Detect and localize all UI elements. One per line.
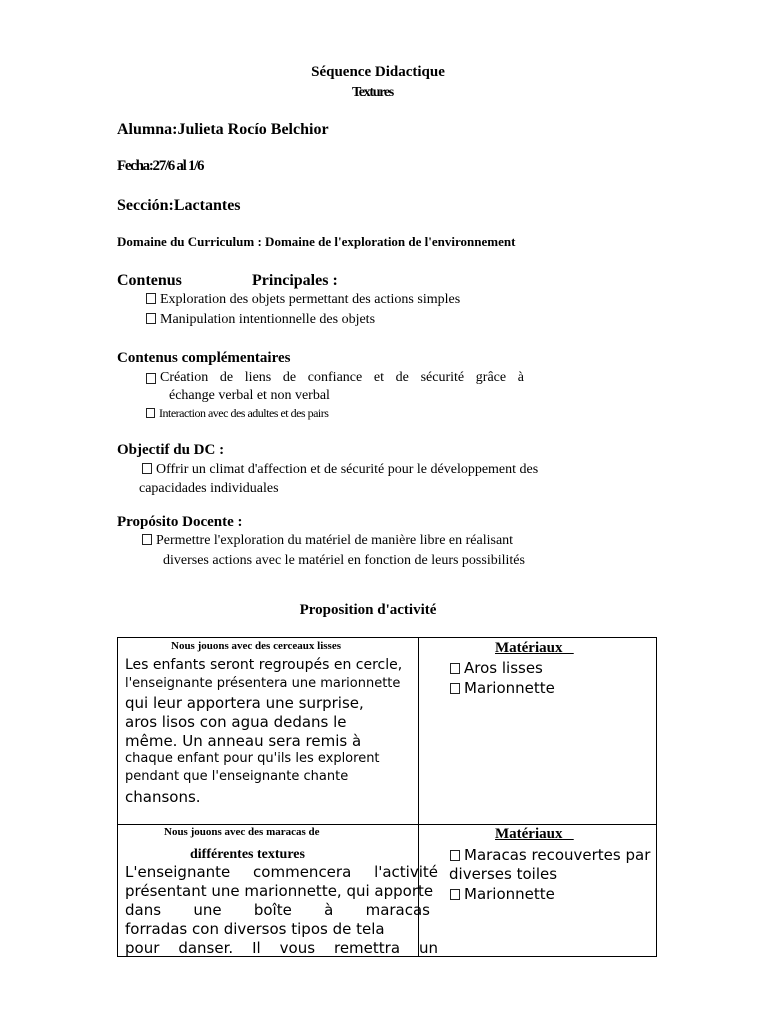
checkbox-bullet-icon [450,889,460,900]
student-name: Alumna:Julieta Rocío Belchior [117,121,329,138]
materials-item: Marionnette [450,679,555,697]
checkbox-bullet-icon [142,534,152,545]
objectif-heading: Objectif du DC : [117,442,225,458]
activity-text-line: chaque enfant pour qu'ils les explorent [125,751,380,766]
activity-text-line: Les enfants seront regroupés en cercle, [125,657,403,673]
checkbox-bullet-icon [450,683,460,694]
contenus-heading-a: Contenus [117,272,182,289]
activity-text-line: aros lisos con agua dedans le [125,713,347,731]
materials-heading: Matériaux [495,640,563,656]
row-divider [118,824,657,825]
checkbox-bullet-icon [146,373,156,384]
checkbox-bullet-icon [146,313,156,324]
materials-item-continuation: diverses toiles [449,865,558,883]
activity-text-line: même. Un anneau sera remis à [125,732,362,750]
list-item-continuation: diverses actions avec le matériel en fonction de leurs possibilités [163,553,525,568]
activity-text-line: présentant une marionnette, qui apporte [125,882,434,900]
list-item: Interaction avec des adultes et des pairs [146,406,328,421]
materials-item: Aros lisses [450,659,543,677]
list-item: Manipulation intentionnelle des objets [146,312,375,328]
activity-title-continuation: différentes textures [190,847,305,862]
date-line: Fecha:27/6 al 1/6 [117,158,204,174]
section-line: Sección:Lactantes [117,197,241,214]
list-item: Offrir un climat d'affection et de sécurité pour le développement des [142,462,538,478]
activity-text-line: chansons. [125,788,201,806]
activity-text-line: qui leur apportera une surprise, [125,694,364,712]
contenus-complementaires-heading: Contenus complémentaires [117,350,291,366]
materials-heading: Matériaux [495,826,563,842]
checkbox-bullet-icon [146,408,155,418]
checkbox-bullet-icon [146,293,156,304]
document-subtitle: Textures [352,85,393,100]
activity-text-line: dans une boîte à maracas [125,901,430,919]
activity-text-line: pour danser. Il vous remettra un [125,939,438,957]
materials-item: Marionnette [450,885,555,903]
activity-table [117,637,657,957]
activity-text-line: L'enseignante commencera l'activité [125,863,438,881]
list-item: Exploration des objets permettant des actions simples [146,292,460,308]
checkbox-bullet-icon [142,463,152,474]
activity-text-line: l'enseignante présentera une marionnette [125,676,401,691]
document-title: Séquence Didactique [311,64,445,80]
materials-item: Maracas recouvertes par [450,846,650,864]
activity-heading: Proposition d'activité [299,602,437,618]
activity-title: Nous jouons avec des maracas de [164,826,320,838]
checkbox-bullet-icon [450,850,460,861]
proposito-heading: Propósito Docente : [117,514,243,530]
list-item-continuation: capacidades individuales [139,481,279,496]
activity-title: Nous jouons avec des cerceaux lisses [171,640,341,652]
contenus-heading-b: Principales : [252,272,338,289]
list-item: Création de liens de confiance et de sécurité grâce à [146,370,524,386]
activity-text-line: pendant que l'enseignante chante [125,769,349,784]
activity-text-line: forradas con diversos tipos de tela [125,920,385,938]
checkbox-bullet-icon [450,663,460,674]
curriculum-domain: Domaine du Curriculum : Domaine de l'exploration de l'environnement [117,234,516,249]
list-item: Permettre l'exploration du matériel de manière libre en réalisant [142,533,513,549]
list-item-continuation: échange verbal et non verbal [169,388,330,403]
